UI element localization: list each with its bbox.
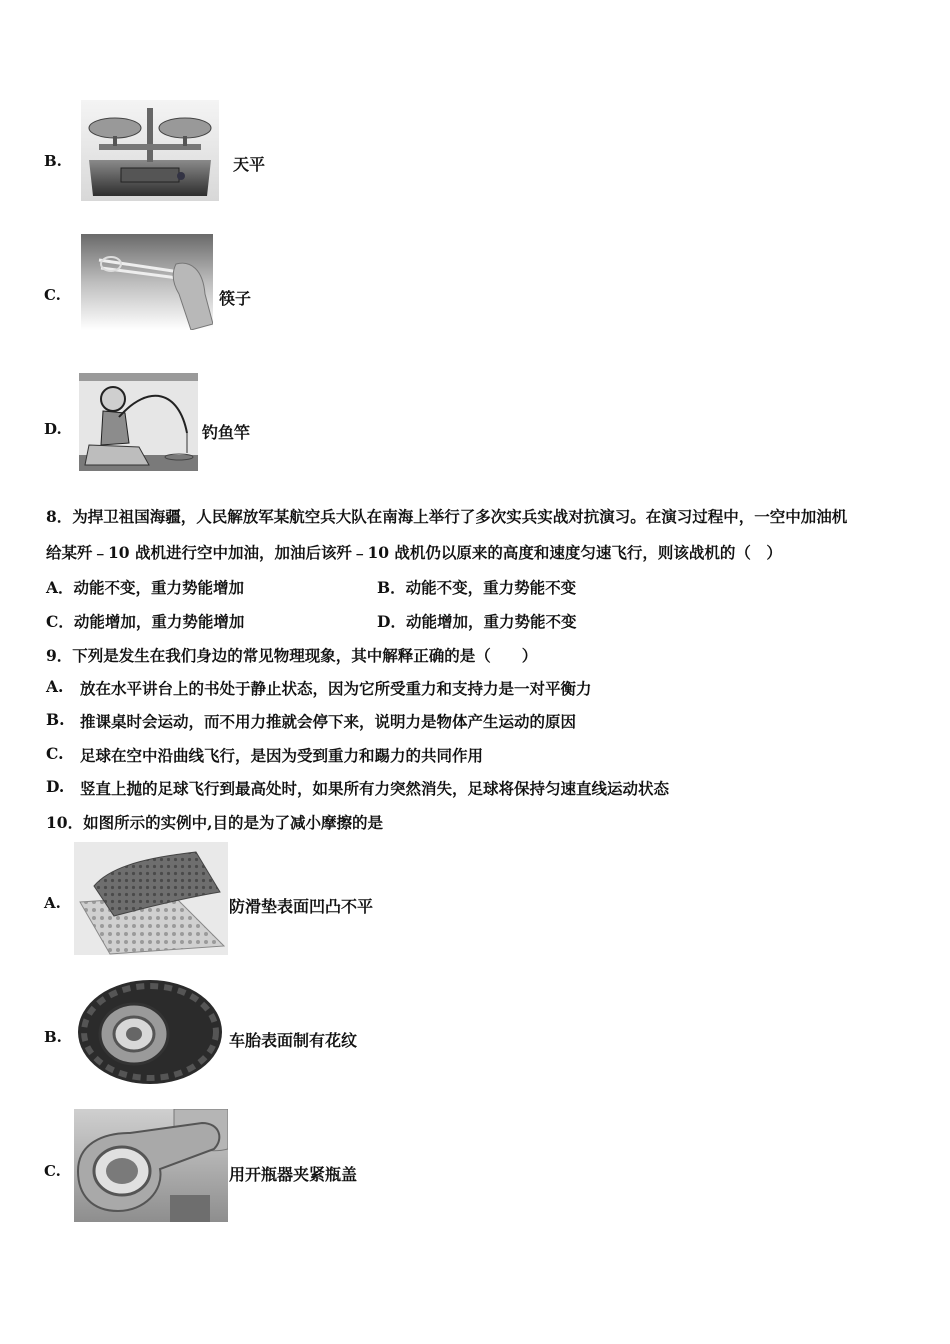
fishing-rod-image — [79, 373, 198, 471]
option-letter: C. — [46, 744, 64, 763]
chopsticks-image — [81, 234, 213, 330]
answer-option-c — [46, 744, 484, 765]
option-letter: A. — [44, 894, 61, 912]
option-caption: 车胎表面制有花纹 — [229, 1031, 358, 1050]
option-caption: 钓鱼竿 — [202, 423, 251, 442]
answer-option-a: A．动能不变，重力势能增加 — [46, 578, 245, 597]
option-letter: B. — [44, 152, 62, 170]
option-letter: D. — [46, 777, 65, 796]
tire-image — [74, 976, 226, 1089]
balance-scale-image — [81, 100, 219, 201]
answer-option-b — [46, 710, 577, 731]
answer-option-c: C．动能增加，重力势能增加 — [46, 612, 245, 631]
option-caption: 天平 — [233, 155, 266, 174]
option-caption: 防滑垫表面凹凸不平 — [229, 897, 374, 916]
option-letter: D. — [44, 420, 62, 438]
anti-slip-mat-image — [74, 842, 228, 955]
question-stem: 8．为捍卫祖国海疆，人民解放军某航空兵大队在南海上举行了多次实兵实战对抗演习。在演习过程中，一空中加油机 — [46, 507, 848, 526]
bottle-opener-image — [74, 1109, 228, 1222]
answer-option-d — [46, 777, 670, 798]
answer-option-b: B．动能不变，重力势能不变 — [377, 578, 577, 597]
answer-option-a — [46, 677, 592, 698]
option-letter: B. — [46, 710, 65, 729]
answer-option-d: D．动能增加，重力势能不变 — [377, 612, 577, 631]
option-text: 足球在空中沿曲线飞行，是因为受到重力和踢力的共同作用 — [80, 746, 484, 765]
option-letter: B. — [44, 1028, 62, 1046]
option-letter: C. — [44, 286, 61, 304]
option-caption: 筷子 — [219, 289, 252, 308]
option-text: 推课桌时会运动，而不用力推就会停下来，说明力是物体产生运动的原因 — [80, 712, 577, 731]
question-stem: 9．下列是发生在我们身边的常见物理现象，其中解释正确的是（ ） — [46, 646, 538, 665]
option-letter: A. — [46, 677, 64, 696]
option-text: 竖直上抛的足球飞行到最高处时，如果所有力突然消失，足球将保持匀速直线运动状态 — [80, 779, 670, 798]
question-stem-continued: 给某歼﹣10 战机进行空中加油，加油后该歼﹣10 战机仍以原来的高度和速度匀速飞行，则该战机的（ ） — [46, 543, 782, 562]
option-letter: C. — [44, 1162, 61, 1180]
question-stem: 10．如图所示的实例中,目的是为了减小摩擦的是 — [46, 813, 383, 832]
option-caption: 用开瓶器夹紧瓶盖 — [229, 1165, 358, 1184]
option-text: 放在水平讲台上的书处于静止状态，因为它所受重力和支持力是一对平衡力 — [80, 679, 592, 698]
